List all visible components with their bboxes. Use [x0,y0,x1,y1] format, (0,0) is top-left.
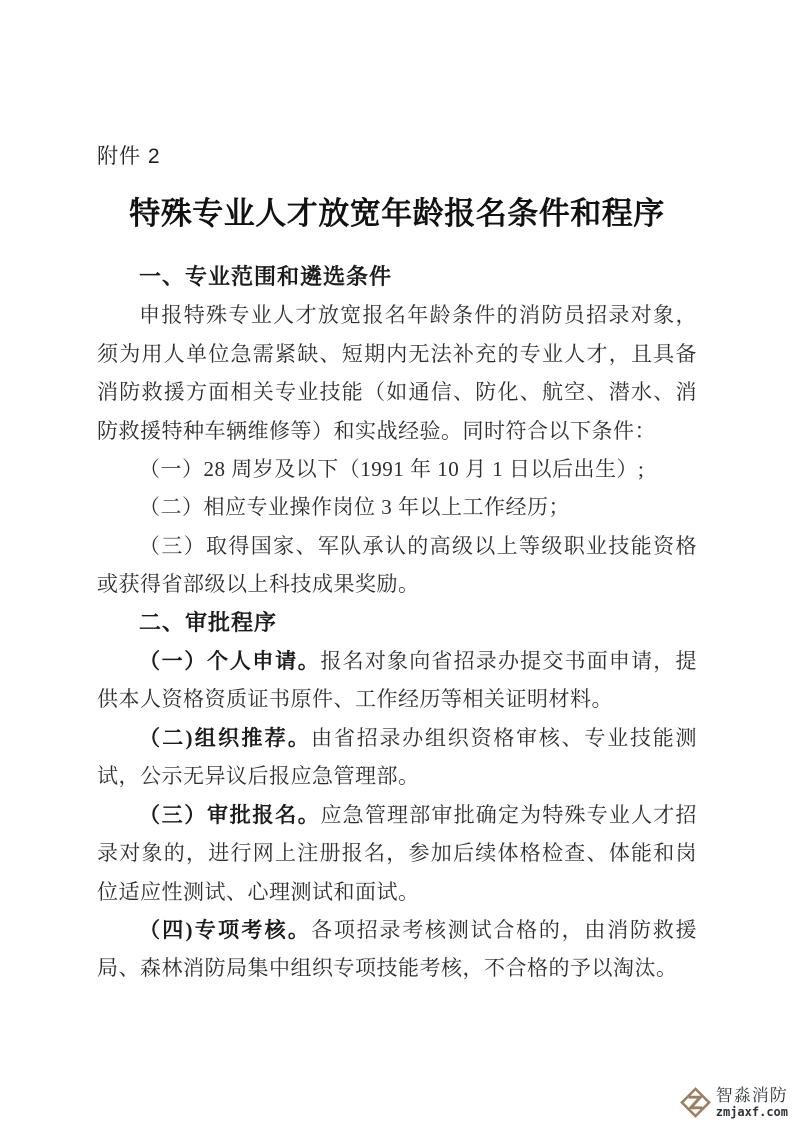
paragraph [97,450,697,488]
watermark-text [716,1087,788,1118]
paragraph-text: 申报特殊专业人才放宽报名年龄条件的消防员招录对象，须为用人单位急需紧缺、短期内无法补充的专业人才，且具备消防救援方面相关专业技能（如通信、防化、航空、潜水、消防救援特种车辆维修等）和实战经验。同时符合以下条件： [97,303,697,443]
paragraph [97,296,697,450]
paragraph [97,488,697,526]
paragraph-lead: （四)专项考核。 [139,917,312,942]
paragraph-lead: （三）审批报名。 [139,802,321,827]
paragraph-text: （三）取得国家、军队承认的高级以上等级职业技能资格或获得省部级以上科技成果奖励。 [97,533,697,597]
paragraph [97,796,697,911]
section-2-heading: 二、审批程序 [139,609,278,635]
zmjaxf-logo-icon [679,1086,712,1119]
attachment-label: 附件 2 [97,145,161,168]
paragraph-text: 由省招录办组织资格审核、专业技能测试，公示无异议后报应急管理部。 [97,725,698,789]
paragraph [97,527,697,604]
paragraph [97,911,697,988]
paragraph-text: 应急管理部审批确定为特殊专业人才招录对象的，进行网上注册报名，参加后续体格检查、体能和岗位适应性测试、心理测试和面试。 [97,802,697,904]
watermark [679,1086,788,1119]
paragraph [97,719,697,796]
paragraph-text: 报名对象向省招录办提交书面申请，提供本人资格资质证书原件、工作经历等相关证明材料。 [97,649,697,712]
paragraph-text: （一）28 周岁及以下（1991 年 10 月 1 日以后出生）; [139,457,645,482]
paragraph-text: （二）相应专业操作岗位 3 年以上工作经历； [139,495,570,520]
paragraph-lead: （一）个人申请。 [139,649,321,674]
paragraph-text: 各项招录考核测试合格的，由消防救援局、森林消防局集中组织专项技能考核，不合格的予以淘汰。 [97,917,698,981]
watermark-name: 智淼消防 [715,1086,788,1105]
paragraph [97,642,697,719]
paragraph-lead: （二)组织推荐。 [139,725,312,750]
document-title: 特殊专业人才放宽年龄报名条件和程序 [129,195,665,231]
document-body [97,258,697,988]
section-1-heading: 一、专业范围和遴选条件 [139,264,393,289]
watermark-domain: zmjaxf.com [715,1105,788,1119]
